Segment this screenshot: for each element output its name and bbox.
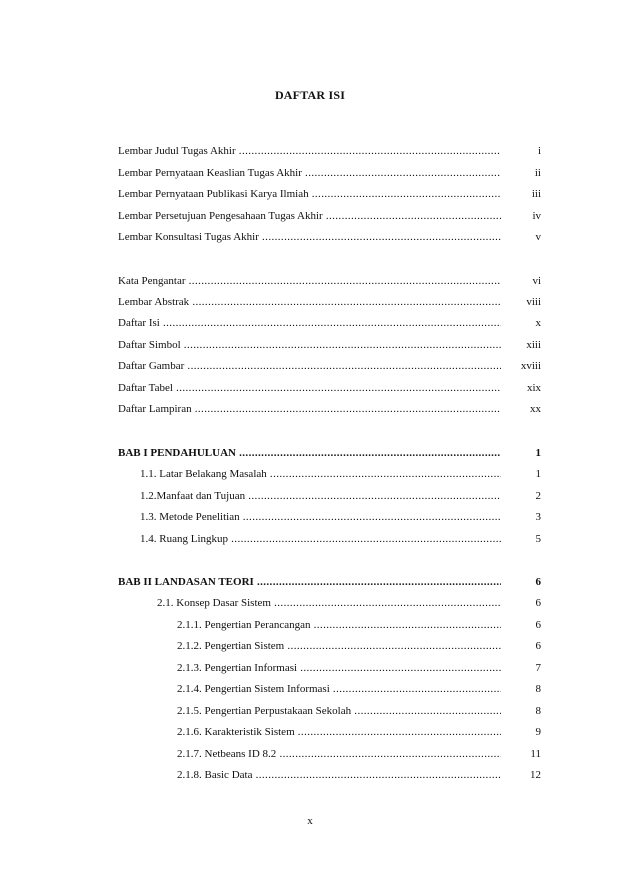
toc-entry (0, 638, 620, 654)
toc-entry-title: Lembar Abstrak ..... (118, 294, 501, 310)
toc-entry-page: 6 (535, 619, 541, 631)
toc-entry (0, 488, 620, 504)
toc-entry-page: 7 (535, 662, 541, 674)
toc-entry-page: xviii (520, 360, 541, 372)
toc-entry (0, 380, 620, 396)
toc-entry-title: 1.4. Ruang Lingkup ..... (140, 531, 501, 547)
toc-entry-page: 8 (535, 705, 541, 717)
toc-entry (0, 337, 620, 353)
toc-entry-title: Daftar Simbol ..... (118, 337, 501, 353)
toc-entry-page: iv (532, 210, 541, 222)
page-number-footer: x (307, 815, 313, 827)
toc-entry-title: Lembar Pernyataan Publikasi Karya Ilmiah ..... (118, 186, 501, 202)
toc-entry-title: Daftar Lampiran ..... (118, 401, 501, 417)
toc-entry-page: 3 (535, 511, 541, 523)
toc-entry (0, 531, 620, 547)
toc-entry-title: 2.1. Konsep Dasar Sistem ..... (157, 595, 501, 611)
toc-entry (0, 401, 620, 417)
toc-entry (0, 273, 620, 289)
toc-entry-title: 2.1.3. Pengertian Informasi ..... (177, 660, 501, 676)
toc-entry-title: 1.2.Manfaat dan Tujuan ..... (140, 488, 501, 504)
toc-entry-title: Lembar Konsultasi Tugas Akhir ..... (118, 229, 501, 245)
toc-entry-title: 2.1.7. Netbeans ID 8.2 ..... (177, 746, 501, 762)
toc-entry (0, 681, 620, 697)
toc-entry (0, 466, 620, 482)
toc-entry (0, 703, 620, 719)
toc-entry (0, 358, 620, 374)
toc-entry-title: 2.1.4. Pengertian Sistem Informasi ..... (177, 681, 501, 697)
toc-entry-page: 11 (530, 748, 541, 760)
toc-entry (0, 445, 620, 461)
toc-entry (0, 746, 620, 762)
toc-entry-page: vi (532, 275, 541, 287)
toc-entry-title: 2.1.8. Basic Data ..... (177, 767, 501, 783)
toc-entry-title: Kata Pengantar ..... (118, 273, 501, 289)
toc-entry-page: iii (531, 188, 541, 200)
toc-entry-title: Lembar Judul Tugas Akhir ..... (118, 143, 501, 159)
toc-entry-title: 1.3. Metode Penelitian ..... (140, 509, 501, 525)
toc-entry (0, 509, 620, 525)
toc-entry-page: v (535, 231, 541, 243)
toc-entry (0, 165, 620, 181)
toc-entry-page: 5 (535, 533, 541, 545)
toc-entry-title: BAB II LANDASAN TEORI ..... (118, 574, 501, 590)
toc-entry-page: xx (530, 403, 541, 415)
toc-entry (0, 186, 620, 202)
toc-entry (0, 767, 620, 783)
toc-entry-title: 2.1.5. Pengertian Perpustakaan Sekolah ..... (177, 703, 501, 719)
toc-entry-page: 1 (535, 447, 541, 459)
toc-entry-page: ii (534, 167, 541, 179)
page-title: DAFTAR ISI (274, 88, 346, 102)
toc-entry-title: 2.1.2. Pengertian Sistem ..... (177, 638, 501, 654)
toc-entry-title: Daftar Gambar ..... (118, 358, 501, 374)
toc-entry (0, 660, 620, 676)
toc-entry-page: x (535, 317, 541, 329)
toc-entry-page: i (537, 145, 541, 157)
toc-entry (0, 208, 620, 224)
toc-entry-title: Daftar Isi ..... (118, 315, 501, 331)
toc-entry-title: BAB I PENDAHULUAN ..... (118, 445, 501, 461)
toc-entry (0, 724, 620, 740)
toc-entry-page: 12 (530, 769, 541, 781)
toc-entry-page: viii (526, 296, 541, 308)
toc-entry-title: 2.1.1. Pengertian Perancangan ..... (177, 617, 501, 633)
toc-entry (0, 617, 620, 633)
toc-entry-page: 2 (535, 490, 541, 502)
toc-entry-page: 6 (535, 640, 541, 652)
toc-entry-title: Lembar Persetujuan Pengesahaan Tugas Akhir ..... (118, 208, 501, 224)
toc-entry (0, 143, 620, 159)
toc-entry-title: Daftar Tabel ..... (118, 380, 501, 396)
toc-entry (0, 574, 620, 590)
toc-entry (0, 595, 620, 611)
toc-entry (0, 294, 620, 310)
toc-entry-page: 9 (535, 726, 541, 738)
toc-entry-page: 6 (535, 597, 541, 609)
toc-entry (0, 229, 620, 245)
toc-entry-page: 1 (535, 468, 541, 480)
toc-entry-page: xix (526, 382, 541, 394)
toc-entry-page: 6 (535, 576, 541, 588)
toc-entry-title: 2.1.6. Karakteristik Sistem ..... (177, 724, 501, 740)
toc-entry-page: xiii (526, 339, 541, 351)
toc-entry-title: 1.1. Latar Belakang Masalah ..... (140, 466, 501, 482)
toc-entry (0, 315, 620, 331)
toc-entry-title: Lembar Pernyataan Keaslian Tugas Akhir ..... (118, 165, 501, 181)
toc-entry-page: 8 (535, 683, 541, 695)
